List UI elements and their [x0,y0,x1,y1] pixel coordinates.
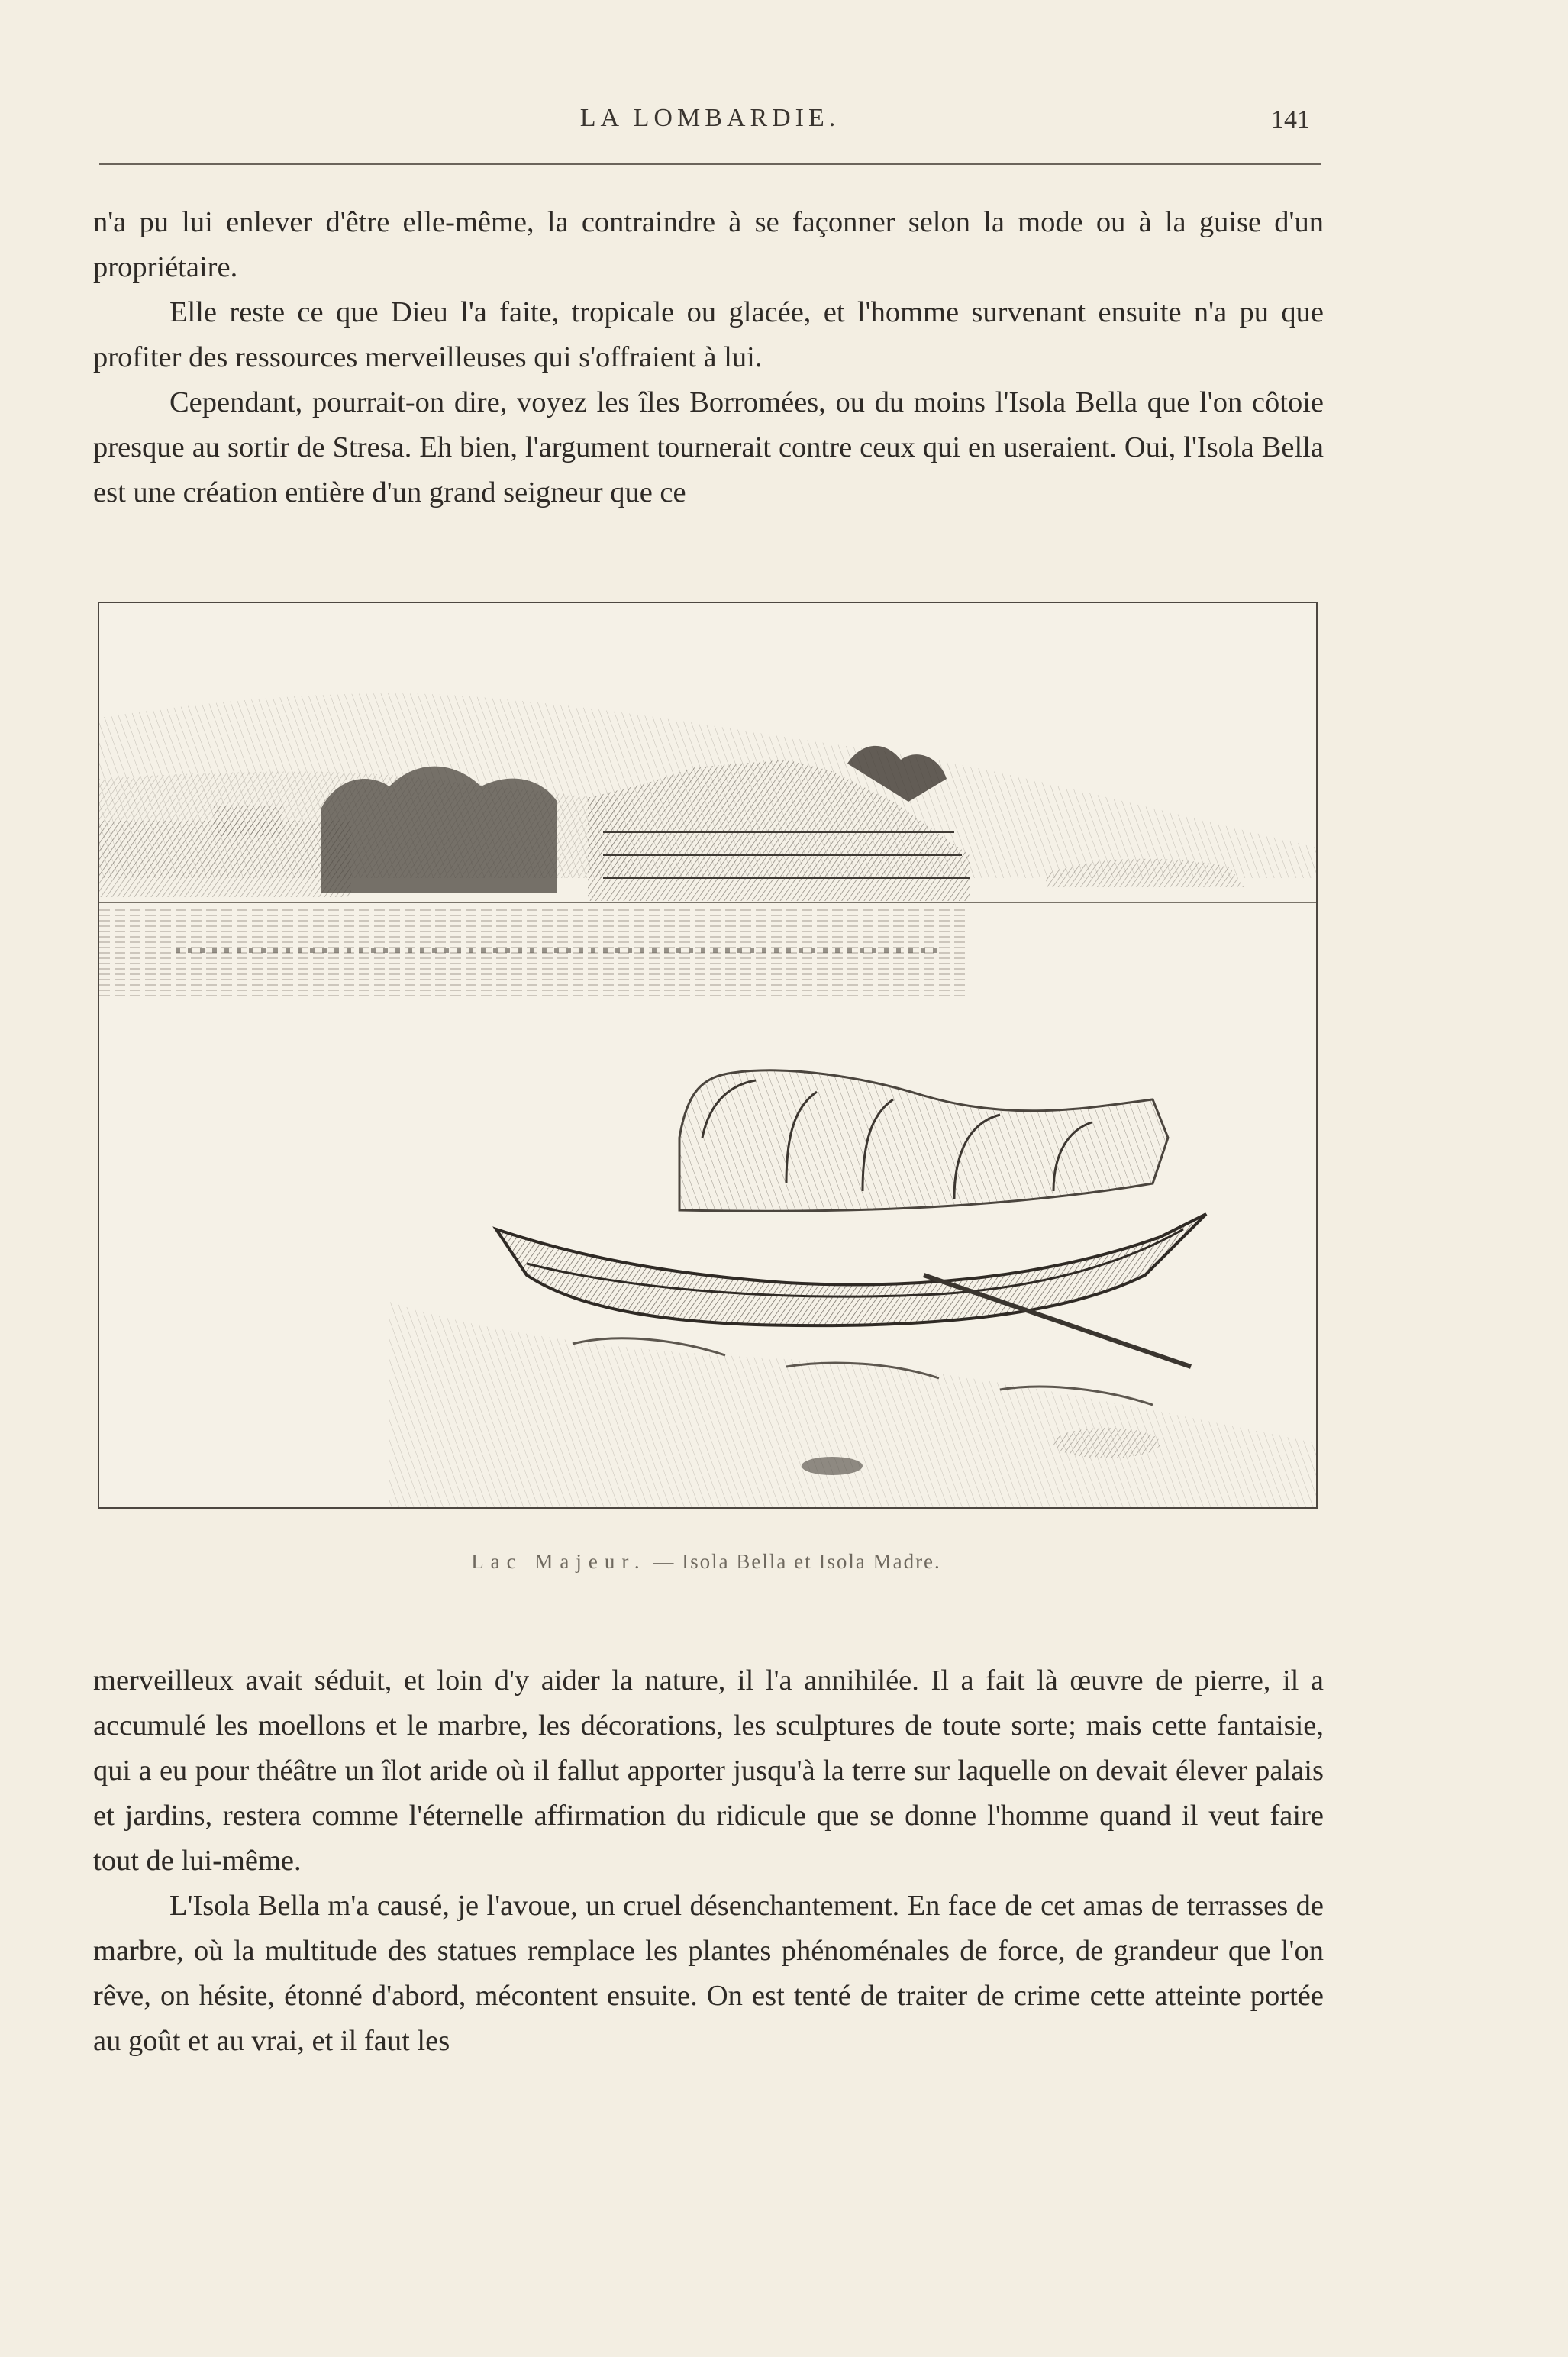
lake-boat-engraving-icon [99,603,1316,1507]
page-number: 141 [1271,105,1310,134]
header-rule [99,163,1321,165]
page-header [99,98,1321,144]
caption-place: Lac Majeur. [471,1550,647,1573]
engraving-figure [98,602,1318,1509]
figure-caption [98,1550,1315,1574]
caption-text: — Isola Bella et Isola Madre. [653,1550,941,1573]
text-block-top [93,200,1324,515]
paragraph: Elle reste ce que Dieu l'a faite, tropicale ou glacée, et l'homme survenant ensuite n'a pu que profiter des ressources merveilleuses qui s'offraient à lui. [93,296,1324,373]
paragraph: L'Isola Bella m'a causé, je l'avoue, un cruel désenchantement. En face de cet amas de terrasses de marbre, où la multitude des statues remplace les plantes phénoménales de force, de grandeur que l'on rêve, on hésite, étonné d'abord, mécontent ensuite. On est tenté de traiter de crime cette atteinte portée au goût et au vrai, et il faut les [93,1890,1324,2057]
paragraph: n'a pu lui enlever d'être elle-même, la contraindre à se façonner selon la mode ou à la guise d'un propriétaire. [93,206,1324,283]
running-title: LA LOMBARDIE. [579,104,840,132]
paragraph: Cependant, pourrait-on dire, voyez les îles Borromées, ou du moins l'Isola Bella que l'on côtoie presque au sortir de Stresa. Eh bien, l'argument tournerait contre ceux qui en useraient. Oui, l'Isola Bella est une création entière d'un grand seigneur que ce [93,386,1324,509]
paragraph: merveilleux avait séduit, et loin d'y aider la nature, il l'a annihilée. Il a fait là œuvre de pierre, il a accumulé les moellons et le marbre, les décorations, les sculptures de toute sorte; mais cette fantaisie, qui a eu pour théâtre un îlot aride où il fallut apporter jusqu'à la terre sur laquelle on devait élever palais et jardins, restera comme l'éternelle affirmation du ridicule que se donne l'homme quand il veut faire tout de lui-même. [93,1664,1324,1877]
text-block-bottom [93,1658,1324,2064]
